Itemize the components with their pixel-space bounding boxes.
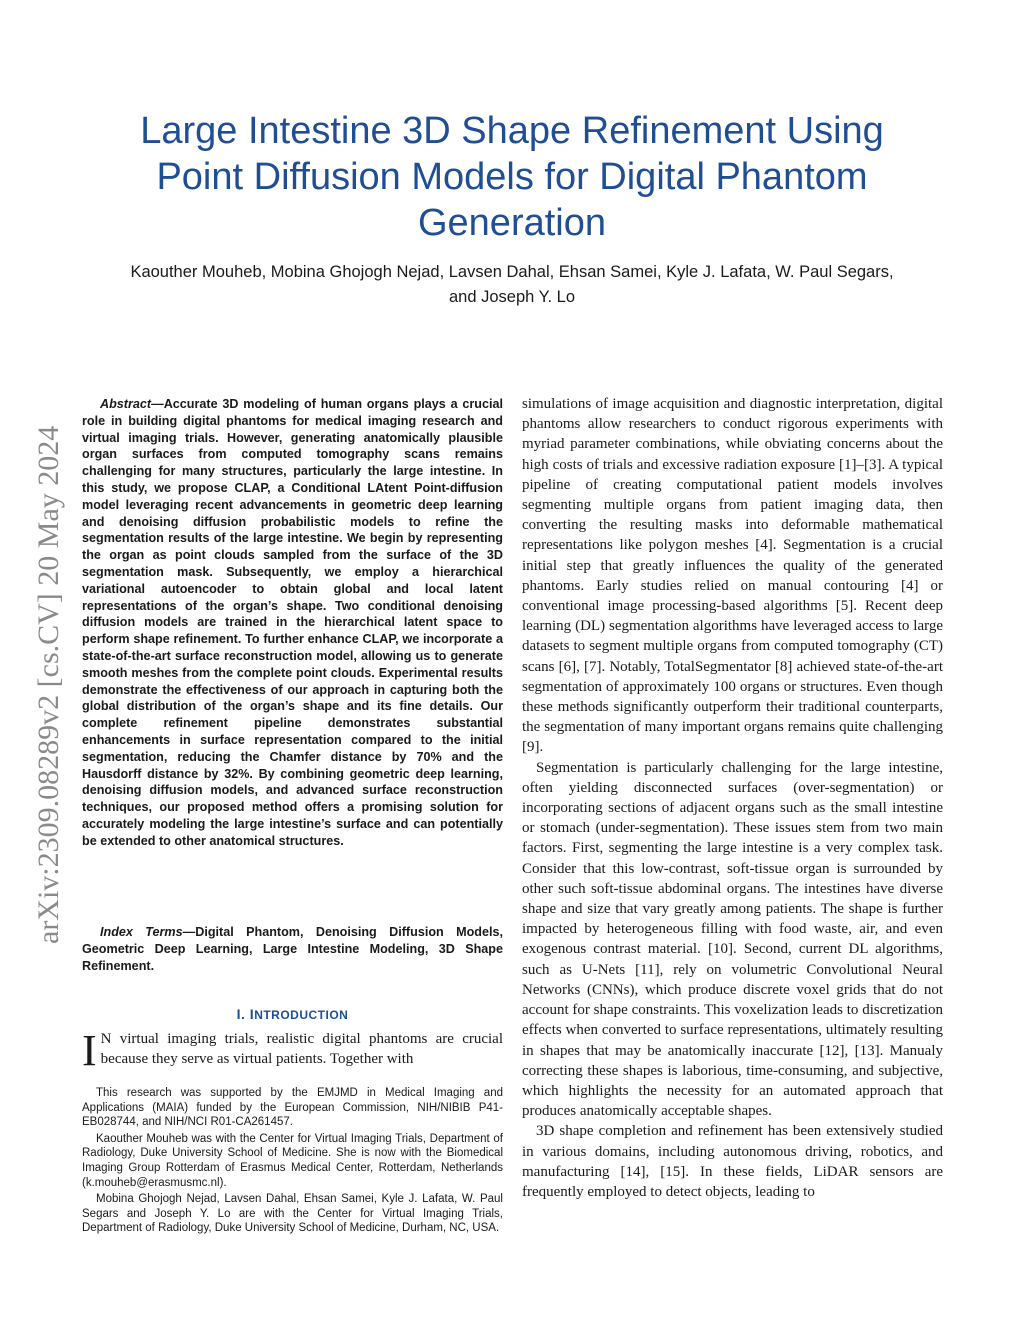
intro-text: N virtual imaging trials, realistic digital phantoms are crucial because they serve as virtual patients. Together with (100, 1031, 503, 1067)
body-paragraph: 3D shape completion and refinement has been extensively studied in various domains, including autonomous driving, robotics, and manufacturing [14], [15]. In these fields, LiDAR sensors are frequently employed to detect objects, leading to (522, 1123, 943, 1200)
abstract (82, 396, 503, 850)
section-heading-introduction (82, 1006, 503, 1022)
footnote-affiliation-1: Kaouther Mouheb was with the Center for Virtual Imaging Trials, Department of Radiology, Duke University School of Medicine. She is now with the Biomedical Imaging Group Rotterdam of Erasmus Medical Center, Rotterdam, Netherlands (k.mouheb@erasmusmc.nl). (82, 1132, 503, 1189)
footnote-funding: This research was supported by the EMJMD in Medical Imaging and Applications (MAIA) funded by the European Commission, NIH/NIBIB P41-EB028744, and NIH/NCI R01-CA261457. (82, 1087, 503, 1129)
body-paragraph: Segmentation is particularly challenging for the large intestine, often yielding disconnected surfaces (over-segmentation) or incorporating sections of adjacent organs such as the small intestine or stomach (under-segmentation). These issues stem from two main factors. First, segmenting the large intestine is a very complex task. Consider that this low-contrast, soft-tissue organ is surrounded by other such soft-tissue abdominal organs. The intestines have diverse shape and size that vary greatly among patients. The shape is further impacted by heterogeneous filling with food waste, air, and even exogenous contrast material. [10]. Second, current DL algorithms, such as U-Nets [11], rely on volumetric Convolutional Neural Networks (CNNs), which produce discrete voxel grids that do not account for shape constraints. This voxelization leads to discretization effects when converted to surface representations, ultimately resulting in shapes that may be anatomically inaccurate [12], [13]. Manualy correcting these shapes is laborious, time-consuming, and subjective, which highlights the necessity for an automated approach that produces anatomically acceptable shapes. (522, 759, 943, 1120)
index-terms-label: Index Terms— (100, 925, 196, 939)
footnote-affiliation-2: Mobina Ghojogh Nejad, Lavsen Dahal, Ehsan Samei, Kyle J. Lafata, W. Paul Segars and Joseph Y. Lo are with the Center for Virtual Imaging Trials, Department of Radiology, Duke University School of Medicine, Durham, NC, USA. (82, 1193, 503, 1235)
paper-title (60, 108, 964, 246)
footnotes (82, 1086, 503, 1238)
author-line-1: Kaouther Mouheb, Mobina Ghojogh Nejad, Lavsen Dahal, Ehsan Samei, Kyle J. Lafata, W. Paul Segars, (130, 263, 894, 281)
drop-cap: I (82, 1026, 97, 1075)
section-number: I. (236, 1006, 246, 1022)
body-paragraph: simulations of image acquisition and diagnostic interpretation, digital phantoms allow researchers to conduct rigorous experiments with myriad parameter combinations, while obviating concerns about the high costs of trials and excessive radiation exposure [1]–[3]. A typical pipeline of creating computational patient models involves segmenting multiple organs from patient imaging data, then converting the resulting masks into deformable mathematical representations like polygon meshes [4]. Segmentation is a crucial initial step that greatly influences the quality of the generated phantoms. Early studies relied on manual contouring [4] or conventional image processing-based algorithms [5]. Recent deep learning (DL) segmentation algorithms have leveraged access to large datasets to segment multiple organs from computed tomography (CT) scans [6], [7]. Notably, TotalSegmentator [8] achieved state-of-the-art segmentation of approximately 100 organs or structures. Even though these methods significantly outperform their traditional counterparts, the segmentation of many important organs remains quite challenging [9]. (522, 396, 943, 756)
title-line-2: Point Diffusion Models for Digital Phantom (156, 156, 868, 198)
arxiv-side-stamp: arXiv:2309.08289v2 [cs.CV] 20 May 2024 (32, 425, 65, 944)
right-column-body (522, 394, 943, 1202)
title-line-1: Large Intestine 3D Shape Refinement Using (140, 110, 884, 152)
section-title-initial: I (249, 1006, 255, 1022)
author-list (60, 260, 964, 310)
intro-paragraph (82, 1026, 503, 1075)
section-title-rest: NTRODUCTION (254, 1008, 349, 1022)
abstract-text: Accurate 3D modeling of human organs plays a crucial role in building digital phantoms for medical imaging research and virtual imaging trials. However, generating anatomically plausible organ surfaces from computed tomography scans remains challenging for many structures, particularly the large intestine. In this study, we propose CLAP, a Conditional LAtent Point-diffusion model leveraging recent advancements in geometric deep learning and denoising diffusion probabilistic models to refine the segmentation results of the large intestine. We begin by representing the organ as point clouds sampled from the surface of the 3D segmentation mask. Subsequently, we employ a hierarchical variational autoencoder to obtain global and local latent representations of the organ’s shape. Two conditional denoising diffusion models are trained in the hierarchical latent space to perform shape refinement. To further enhance CLAP, we incorporate a state-of-the-art surface reconstruction model, allowing us to generate smooth meshes from the complete point clouds. Experimental results demonstrate the effectiveness of our approach in capturing both the global distribution of the organ’s shape and its fine details. Our complete refinement pipeline demonstrates substantial enhancements in surface representation compared to the initial segmentation, reducing the Chamfer distance by 70% and the Hausdorff distance by 32%. By combining geometric deep learning, denoising diffusion models, and advanced surface reconstruction techniques, our proposed method offers a promising solution for accurately modeling the large intestine’s surface and can potentially be extended to other anatomical structures. (82, 397, 503, 848)
abstract-label: Abstract— (100, 397, 164, 411)
author-line-2: and Joseph Y. Lo (448, 288, 575, 306)
index-terms-text: Digital Phantom, Denoising Diffusion Models, Geometric Deep Learning, Large Intestine Modeling, 3D Shape Refinement. (82, 925, 503, 973)
title-line-3: Generation (417, 202, 606, 244)
index-terms (82, 924, 503, 974)
